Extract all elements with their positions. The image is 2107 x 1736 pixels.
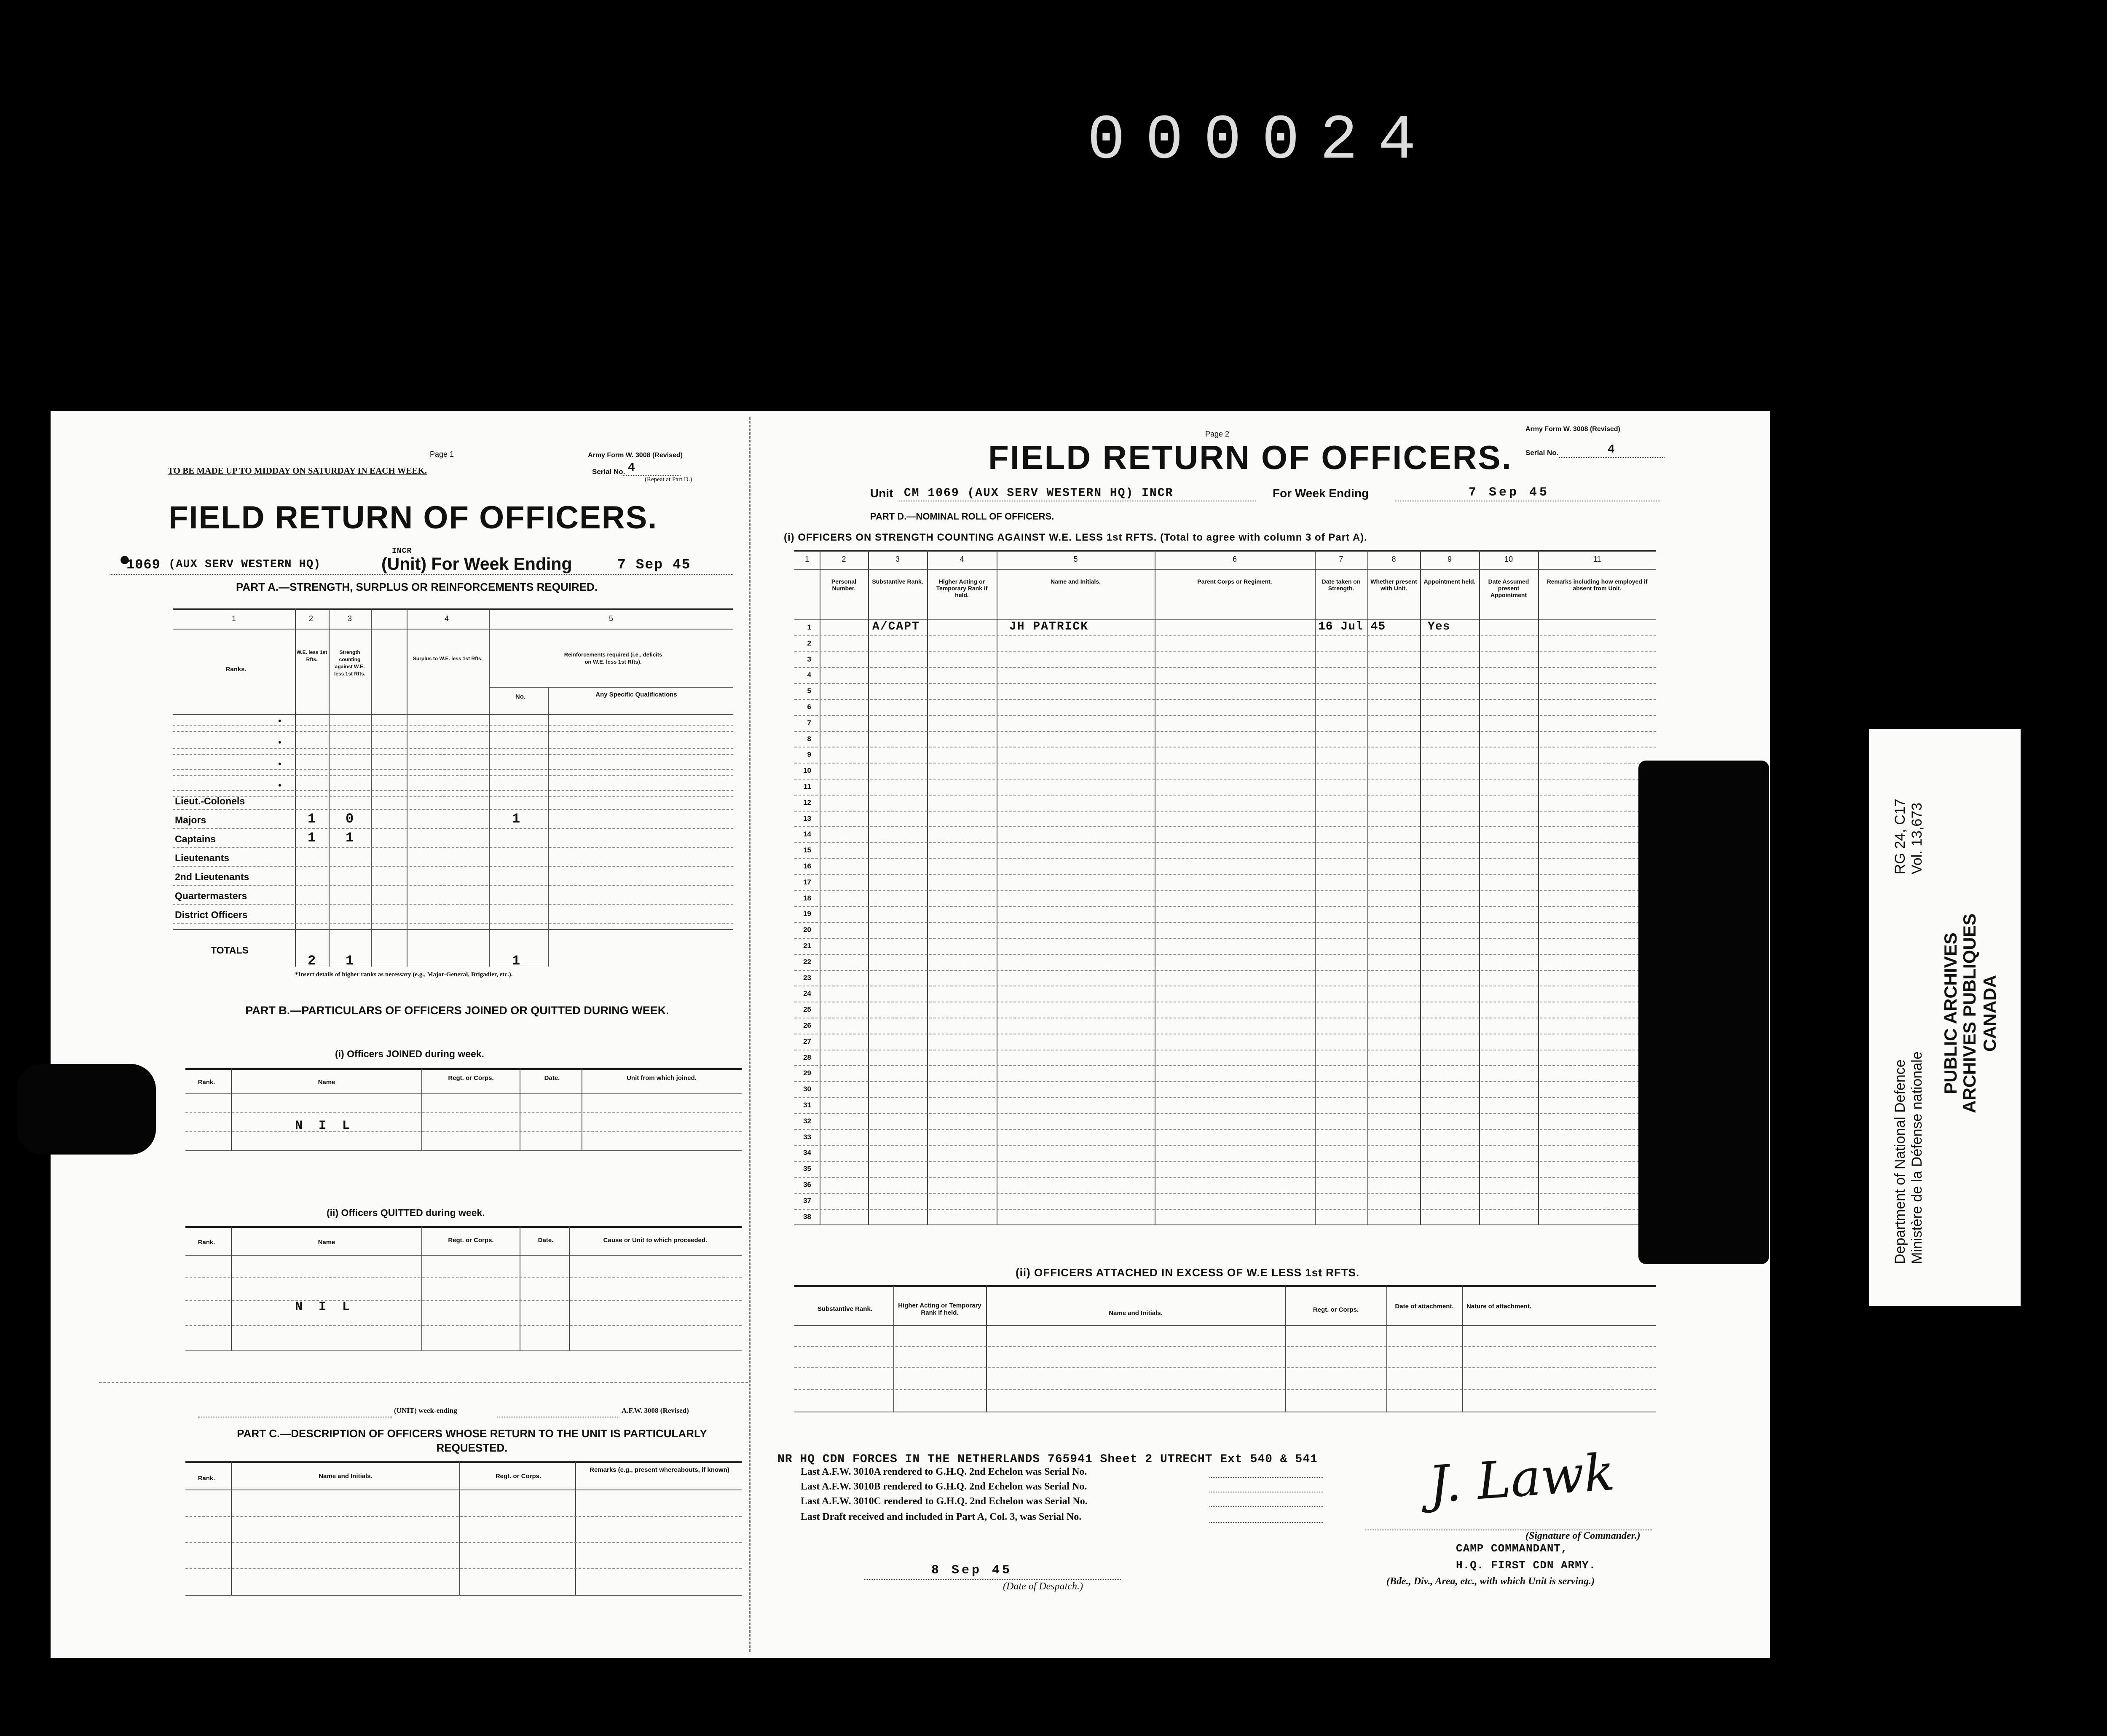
partA-rank-label: Captains — [175, 833, 216, 844]
partD-row-line — [794, 1129, 1656, 1130]
partA-asterisks: • • • • — [278, 715, 281, 790]
page1-serial-label: Serial No. — [592, 468, 625, 476]
partB-joined-bottom — [185, 1150, 742, 1151]
last-line-1: Last A.F.W. 3010A rendered to G.H.Q. 2nd Echelon was Serial No. — [801, 1466, 1087, 1477]
partB-heading: PART B.—PARTICULARS OF OFFICERS JOINED OR QUITTED DURING WEEK. — [245, 1004, 669, 1017]
partD-row-number: 32 — [803, 1117, 811, 1125]
att-row1 — [794, 1346, 1656, 1347]
partA-blank-row-3b — [173, 775, 733, 776]
att-col-date: Date of attachment. — [1395, 1303, 1454, 1310]
archive-dept-fr: Ministère de la Défense nationale — [1909, 1051, 1925, 1264]
partA-rank-label: Majors — [175, 814, 206, 825]
partA-rank-reinf-value: 1 — [512, 811, 523, 827]
partA-vline-3 — [371, 608, 372, 967]
partA-total-str: 1 — [346, 953, 357, 969]
partD-row-line — [794, 731, 1656, 732]
partC-row3 — [185, 1568, 742, 1569]
partB-joined-v2 — [421, 1068, 422, 1150]
archive-ref1: RG 24, C17 — [1892, 798, 1908, 874]
partD-row-number: 6 — [807, 703, 811, 711]
partD-row-number: 5 — [807, 687, 811, 695]
partD-row-number: 7 — [807, 718, 811, 727]
partA-col-no: No. — [515, 693, 526, 700]
partD-col-header: Whether present with Unit. — [1370, 578, 1417, 592]
partC-col-regt: Regt. or Corps. — [495, 1473, 541, 1480]
partA-colnum-5: 5 — [609, 614, 614, 623]
partA-rank-row-line — [173, 904, 733, 905]
page1-unit-underline — [110, 574, 733, 575]
partD-row-line — [794, 667, 1656, 668]
page2-title: FIELD RETURN OF OFFICERS. — [988, 439, 1512, 476]
partB-joined-nil: N I L — [295, 1119, 354, 1133]
partA-totals-underline — [295, 965, 548, 966]
partA-rank-label: Lieutenants — [175, 852, 230, 863]
partD-col-header: Name and Initials. — [1050, 578, 1101, 585]
partD-row-number: 37 — [803, 1196, 811, 1205]
partD-row-number: 27 — [803, 1037, 811, 1045]
partC-v1 — [231, 1461, 232, 1595]
partA-rank-str-value: 0 — [346, 811, 357, 827]
page1-week-ending: 7 Sep 45 — [617, 557, 691, 573]
partB-quitted-top — [185, 1226, 742, 1228]
partA-heading: PART A.—STRENGTH, SURPLUS OR REINFORCEMENTS REQUIRED. — [236, 581, 598, 593]
page2-serial-line — [1559, 457, 1665, 458]
partD-row-number: 14 — [803, 830, 811, 839]
partB-quitted-col-name: Name — [318, 1239, 335, 1246]
partD-row-line — [794, 826, 1656, 827]
partA-col-reinf: Reinforcements required (i.e., deficits on W.E. less 1st Rfts). — [564, 651, 662, 665]
partD-row-number: 29 — [803, 1069, 811, 1077]
partD-row-number: 26 — [803, 1021, 811, 1029]
partD-row-number: 34 — [803, 1149, 811, 1157]
partD-row-line — [794, 842, 1656, 843]
partD-col-number: 2 — [842, 555, 846, 563]
att-v3 — [1285, 1285, 1286, 1412]
partD-row-number: 31 — [803, 1101, 811, 1109]
partD-row-line — [794, 635, 1656, 636]
partB-joined-col-name: Name — [318, 1079, 335, 1086]
archive-label-inner — [1867, 727, 2019, 1304]
partD-row-line — [794, 1081, 1656, 1082]
partD-row-line — [794, 938, 1656, 939]
partD-col-header: Personal Number. — [831, 578, 857, 592]
partB-quitted-col-regt: Regt. or Corps. — [448, 1237, 494, 1244]
att-row2 — [794, 1367, 1656, 1368]
partD-row-line — [794, 1161, 1656, 1162]
despatch-line — [864, 1579, 1121, 1580]
partD-row-number: 10 — [803, 766, 811, 775]
partD-row-number: 35 — [803, 1165, 811, 1173]
partA-col-qual: Any Specific Qualifications — [595, 691, 677, 698]
partA-rank-label: Quartermasters — [175, 890, 247, 901]
partD-row-line — [794, 699, 1656, 700]
partA-blank-row-1 — [173, 725, 733, 726]
partB-joined-head-rule — [185, 1093, 742, 1094]
partA-col-we: W.E. less 1st Rfts. — [296, 649, 327, 662]
partA-rank-label: Lieut.-Colonels — [175, 796, 245, 806]
partB-quitted-row2 — [185, 1300, 742, 1301]
right-tab — [1638, 761, 1769, 1264]
page1-unit-bullet: ● — [119, 548, 131, 570]
partD-row-line — [794, 922, 1656, 923]
partD-row-line — [794, 651, 1656, 652]
partD-top-rule — [794, 550, 1656, 552]
partB-joined-col-regt: Regt. or Corps. — [448, 1074, 494, 1082]
partA-blank-row-3 — [173, 769, 733, 770]
partD-row-number: 1 — [807, 623, 811, 631]
partD-row-line — [794, 1209, 1656, 1210]
section-ii-heading: (ii) OFFICERS ATTACHED IN EXCESS OF W.E LESS 1st RFTS. — [1016, 1266, 1360, 1279]
partB-quitted-bottom — [185, 1350, 742, 1351]
partA-rank-row-line — [173, 866, 733, 867]
partD-row-number: 17 — [803, 878, 811, 886]
page1-repeat-note: (Repeat at Part D.) — [645, 476, 692, 483]
partA-num-rule — [173, 629, 733, 630]
att-col-higher: Higher Acting or Temporary Rank if held. — [898, 1302, 981, 1316]
page2-unit-value: CM 1069 (AUX SERV WESTERN HQ) INCR — [904, 487, 1174, 500]
partD-row-number: 20 — [803, 926, 811, 934]
partA-colnum-2: 2 — [309, 614, 314, 623]
partD-row-number: 4 — [807, 671, 811, 679]
page1-unit-value: (AUX SERV WESTERN HQ) — [169, 558, 321, 571]
att-col-name: Name and Initials. — [1109, 1310, 1163, 1317]
commander-line1: CAMP COMMANDANT, — [1456, 1542, 1568, 1555]
partD-entry-rank: A/CAPT — [872, 620, 920, 633]
partB-joined-row1 — [185, 1112, 742, 1113]
partD-row-line — [794, 970, 1656, 971]
partD-row-line — [794, 811, 1656, 812]
partD-row-number: 18 — [803, 894, 811, 902]
page1-cut-line — [99, 1382, 748, 1383]
partD-col-number: 10 — [1504, 555, 1513, 563]
partD-row-number: 23 — [803, 973, 811, 982]
partB-quitted-v2 — [421, 1226, 422, 1350]
partD-col-number: 7 — [1339, 555, 1343, 563]
att-col-regt: Regt. or Corps. — [1313, 1306, 1359, 1313]
partA-vline-5 — [548, 687, 549, 967]
partD-row-line — [794, 890, 1656, 891]
commander-line2: H.Q. FIRST CDN ARMY. — [1456, 1559, 1596, 1572]
partD-section-i: (i) OFFICERS ON STRENGTH COUNTING AGAINST W.E. LESS 1st RFTS. (Total to agree with column 3 of Part A). — [784, 532, 1367, 543]
partD-col-header: Date taken on Strength. — [1322, 578, 1361, 592]
partD-row-number: 21 — [803, 942, 811, 950]
partD-col-header: Parent Corps or Regiment. — [1197, 578, 1272, 585]
partD-row-line — [794, 795, 1656, 796]
partD-row-number: 8 — [807, 734, 811, 743]
partC-v3 — [575, 1461, 576, 1595]
center-fold — [749, 417, 751, 1652]
partB-quitted-col-cause: Cause or Unit to which proceeded. — [603, 1237, 708, 1244]
partD-row-number: 38 — [803, 1212, 811, 1221]
partA-totals-label: TOTALS — [211, 945, 249, 956]
partD-row-line — [794, 954, 1656, 955]
partB-joined-row2 — [185, 1131, 742, 1132]
page1-unit-prefix: 1069 — [126, 557, 161, 573]
partD-entry-date: 16 Jul 45 — [1318, 620, 1386, 633]
page2-label: Page 2 — [1205, 430, 1230, 438]
partA-blank-row-2b — [173, 754, 733, 755]
partD-row-line — [794, 779, 1656, 780]
partD-row-line — [794, 683, 1656, 684]
partD-row-line — [794, 1065, 1656, 1066]
partA-blank-row-4 — [173, 790, 733, 791]
partD-row-number: 3 — [807, 655, 811, 663]
partC-col-rank: Rank. — [198, 1475, 215, 1482]
partB-quitted-row3 — [185, 1325, 742, 1326]
partD-row-number: 16 — [803, 862, 811, 870]
page1-unit-label: (Unit) For Week Ending — [381, 554, 572, 573]
partB-joined-col-date: Date. — [544, 1074, 560, 1082]
partD-num-rule — [794, 569, 1656, 570]
partD-col-number: 6 — [1232, 555, 1237, 563]
partD-row-number: 19 — [803, 910, 811, 918]
partA-blank-row-4b — [173, 796, 733, 797]
partC-bottom — [185, 1595, 742, 1596]
partA-vline-4 — [489, 608, 490, 967]
page1-serial-value: 4 — [628, 461, 638, 474]
partD-col-header: Date Assumed present Appointment — [1488, 578, 1529, 598]
page2-unit-label: Unit — [870, 487, 893, 500]
partC-heading: PART C.—DESCRIPTION OF OFFICERS WHOSE RETURN TO THE UNIT IS PARTICULARLY REQUESTED. — [237, 1427, 707, 1454]
partA-rank-label: District Officers — [175, 909, 248, 920]
att-head-rule — [794, 1325, 1656, 1326]
partD-col-number: 8 — [1391, 555, 1396, 563]
signature-mark: J. Lawk — [1426, 1443, 1617, 1515]
partD-row-number: 15 — [803, 846, 811, 855]
partD-entry-name: JH PATRICK — [1009, 620, 1089, 633]
partB-quitted-col-date: Date. — [538, 1237, 554, 1244]
partB-quitted-col-rank: Rank. — [198, 1239, 215, 1246]
partD-row-line — [794, 715, 1656, 716]
partD-row-line — [794, 763, 1656, 764]
partD-col-number: 9 — [1447, 555, 1452, 563]
att-v1 — [893, 1285, 894, 1412]
partA-col-ranks: Ranks. — [225, 666, 247, 673]
partA-reinf-sub-rule — [489, 687, 733, 688]
partD-head-bottom — [794, 619, 1656, 620]
partD-row-line — [794, 1193, 1656, 1194]
partC-top — [185, 1461, 742, 1463]
partD-col-header: Remarks including how employed if absent from Unit. — [1547, 578, 1648, 592]
att-v2 — [986, 1285, 987, 1412]
last-line-1-blank — [1209, 1477, 1323, 1478]
last-line-3: Last A.F.W. 3010C rendered to G.H.Q. 2nd Echelon was Serial No. — [801, 1496, 1088, 1507]
archive-en: PUBLIC ARCHIVES — [1941, 932, 1960, 1094]
partB-joined-v1 — [231, 1068, 232, 1150]
partA-col-surplus: Surplus to W.E. less 1st Rfts. — [413, 656, 483, 662]
partB-quitted-row1 — [185, 1277, 742, 1278]
partD-row-number: 22 — [803, 957, 811, 966]
partC-row1 — [185, 1516, 742, 1517]
partD-row-line — [794, 1113, 1656, 1114]
partD-row-number: 13 — [803, 814, 811, 822]
partA-header-bottom — [173, 714, 733, 715]
partA-rank-row-line — [173, 847, 733, 848]
page1-instruction: TO BE MADE UP TO MIDDAY ON SATURDAY IN EACH WEEK. — [168, 466, 427, 476]
page2-week-label: For Week Ending — [1273, 487, 1369, 500]
partD-heading: PART D.—NOMINAL ROLL OF OFFICERS. — [870, 511, 1054, 522]
partD-row-line — [794, 906, 1656, 907]
partB-joined-col-rank: Rank. — [198, 1079, 215, 1086]
archive-ref2: Vol. 13,673 — [1909, 802, 1925, 874]
formation-label: (Bde., Div., Area, etc., with which Unit is serving.) — [1386, 1576, 1595, 1587]
partA-rank-label: 2nd Lieutenants — [175, 871, 249, 882]
partA-colnum-1: 1 — [232, 614, 236, 623]
page2-serial-label: Serial No. — [1525, 449, 1559, 457]
partA-blank-row-2 — [173, 748, 733, 749]
despatch-label: (Date of Despatch.) — [1003, 1581, 1083, 1592]
att-row3 — [794, 1389, 1656, 1390]
partD-row-number: 33 — [803, 1133, 811, 1141]
partA-colnum-4: 4 — [445, 614, 449, 623]
frame-number: 000024 — [1087, 105, 1437, 177]
partC-v2 — [459, 1461, 460, 1595]
partA-totals-rule — [173, 929, 733, 930]
partA-rank-we-value: 1 — [308, 830, 319, 846]
partD-col-number: 5 — [1073, 555, 1078, 563]
partD-row-number: 9 — [807, 750, 811, 759]
att-col-subrank: Substantive Rank. — [817, 1305, 873, 1313]
last-line-2: Last A.F.W. 3010B rendered to G.H.Q. 2nd Echelon was Serial No. — [801, 1481, 1087, 1492]
att-v5 — [1462, 1285, 1463, 1412]
last-line-4: Last Draft received and included in Part A, Col. 3, was Serial No. — [801, 1511, 1082, 1522]
page2-serial-value: 4 — [1608, 443, 1617, 456]
att-v4 — [1386, 1285, 1387, 1412]
partB-joined-top — [185, 1068, 742, 1070]
partD-row-line — [794, 858, 1656, 859]
partB-quitted-nil: N I L — [295, 1300, 354, 1314]
partD-row-number: 11 — [804, 782, 811, 790]
partD-col-header: Appointment held. — [1423, 578, 1476, 585]
partB-joined-col-unit: Unit from which joined. — [627, 1074, 697, 1082]
att-col-nature: Nature of attachment. — [1466, 1303, 1532, 1310]
att-top — [794, 1285, 1656, 1287]
partC-col-remarks: Remarks (e.g., present whereabouts, if known) — [590, 1466, 729, 1473]
partD-row-number: 30 — [803, 1085, 811, 1093]
partA-total-reinf: 1 — [512, 953, 523, 969]
partA-colnum-3: 3 — [348, 614, 352, 623]
partB-quitted-head-rule — [185, 1255, 742, 1256]
last-line-3-blank — [1209, 1506, 1323, 1507]
partB-quitted-v1 — [231, 1226, 232, 1350]
partB-joined-heading: (i) Officers JOINED during week. — [335, 1048, 485, 1059]
partA-vline-2 — [329, 608, 330, 967]
page1-unit-insert: INCR — [392, 547, 412, 555]
partD-entry-present: Yes — [1428, 620, 1450, 633]
partA-total-we: 2 — [308, 953, 319, 969]
partD-col-number: 4 — [960, 555, 964, 563]
partD-row-line — [794, 1145, 1656, 1146]
partD-row-line — [794, 1177, 1656, 1178]
page1-title: FIELD RETURN OF OFFICERS. — [169, 500, 658, 536]
partD-row-number: 24 — [803, 989, 811, 998]
page2-army-form: Army Form W. 3008 (Revised) — [1525, 426, 1620, 433]
partA-footnote: *Insert details of higher ranks as necessary (e.g., Major-General, Brigadier, etc.). — [295, 971, 513, 978]
signature-label: (Signature of Commander.) — [1525, 1530, 1641, 1541]
partD-row-line — [794, 874, 1656, 875]
partB-quitted-v4 — [569, 1226, 570, 1350]
archive-fr: ARCHIVES PUBLIQUES — [1960, 914, 1979, 1113]
despatch-date: 8 Sep 45 — [931, 1563, 1013, 1578]
partD-row-number: 36 — [803, 1181, 811, 1189]
partA-blank-row-1b — [173, 731, 733, 732]
partD-col-number: 3 — [895, 555, 900, 563]
page1-army-form: Army Form W. 3008 (Revised) — [588, 452, 683, 459]
partD-row-number: 2 — [807, 639, 811, 647]
partA-top-rule — [173, 608, 733, 610]
partD-row-number: 28 — [803, 1053, 811, 1061]
partD-col-number: 11 — [1593, 555, 1601, 563]
partC-week-form: A.F.W. 3008 (Revised) — [622, 1406, 689, 1415]
partD-col-header: Higher Acting or Temporary Rank if held. — [936, 578, 988, 598]
archive-country: CANADA — [1980, 975, 2000, 1052]
page1-label: Page 1 — [430, 450, 454, 458]
partC-col-name: Name and Initials. — [319, 1473, 373, 1480]
partA-rank-row-line — [173, 828, 733, 829]
page2-week-ending: 7 Sep 45 — [1469, 485, 1550, 500]
partD-col-number: 1 — [804, 555, 809, 563]
partA-rank-row-line — [173, 885, 733, 886]
partD-row-number: 25 — [803, 1005, 811, 1014]
partD-row-line — [794, 1097, 1656, 1098]
partC-row2 — [185, 1542, 742, 1543]
partD-row-number: 12 — [803, 798, 811, 806]
partD-bottom — [794, 1224, 1656, 1225]
partD-col-header: Substantive Rank. — [872, 578, 923, 585]
partA-rank-row-line — [173, 923, 733, 924]
partC-week-unit: (UNIT) week-ending — [394, 1406, 457, 1415]
partA-col-strength: Strength counting against W.E. less 1st Rfts. — [334, 649, 366, 677]
archive-dept-en: Department of National Defence — [1892, 1059, 1908, 1264]
last-line-4-blank — [1209, 1522, 1323, 1523]
partB-quitted-heading: (ii) Officers QUITTED during week. — [327, 1207, 485, 1218]
left-tab — [17, 1064, 156, 1155]
partA-rank-we-value: 1 — [308, 811, 319, 827]
partA-rank-str-value: 1 — [346, 830, 357, 846]
page2-stamp-line: NR HQ CDN FORCES IN THE NETHERLANDS 765941 Sheet 2 UTRECHT Ext 540 & 541 — [777, 1453, 1318, 1466]
partA-rank-row-line — [173, 809, 733, 810]
